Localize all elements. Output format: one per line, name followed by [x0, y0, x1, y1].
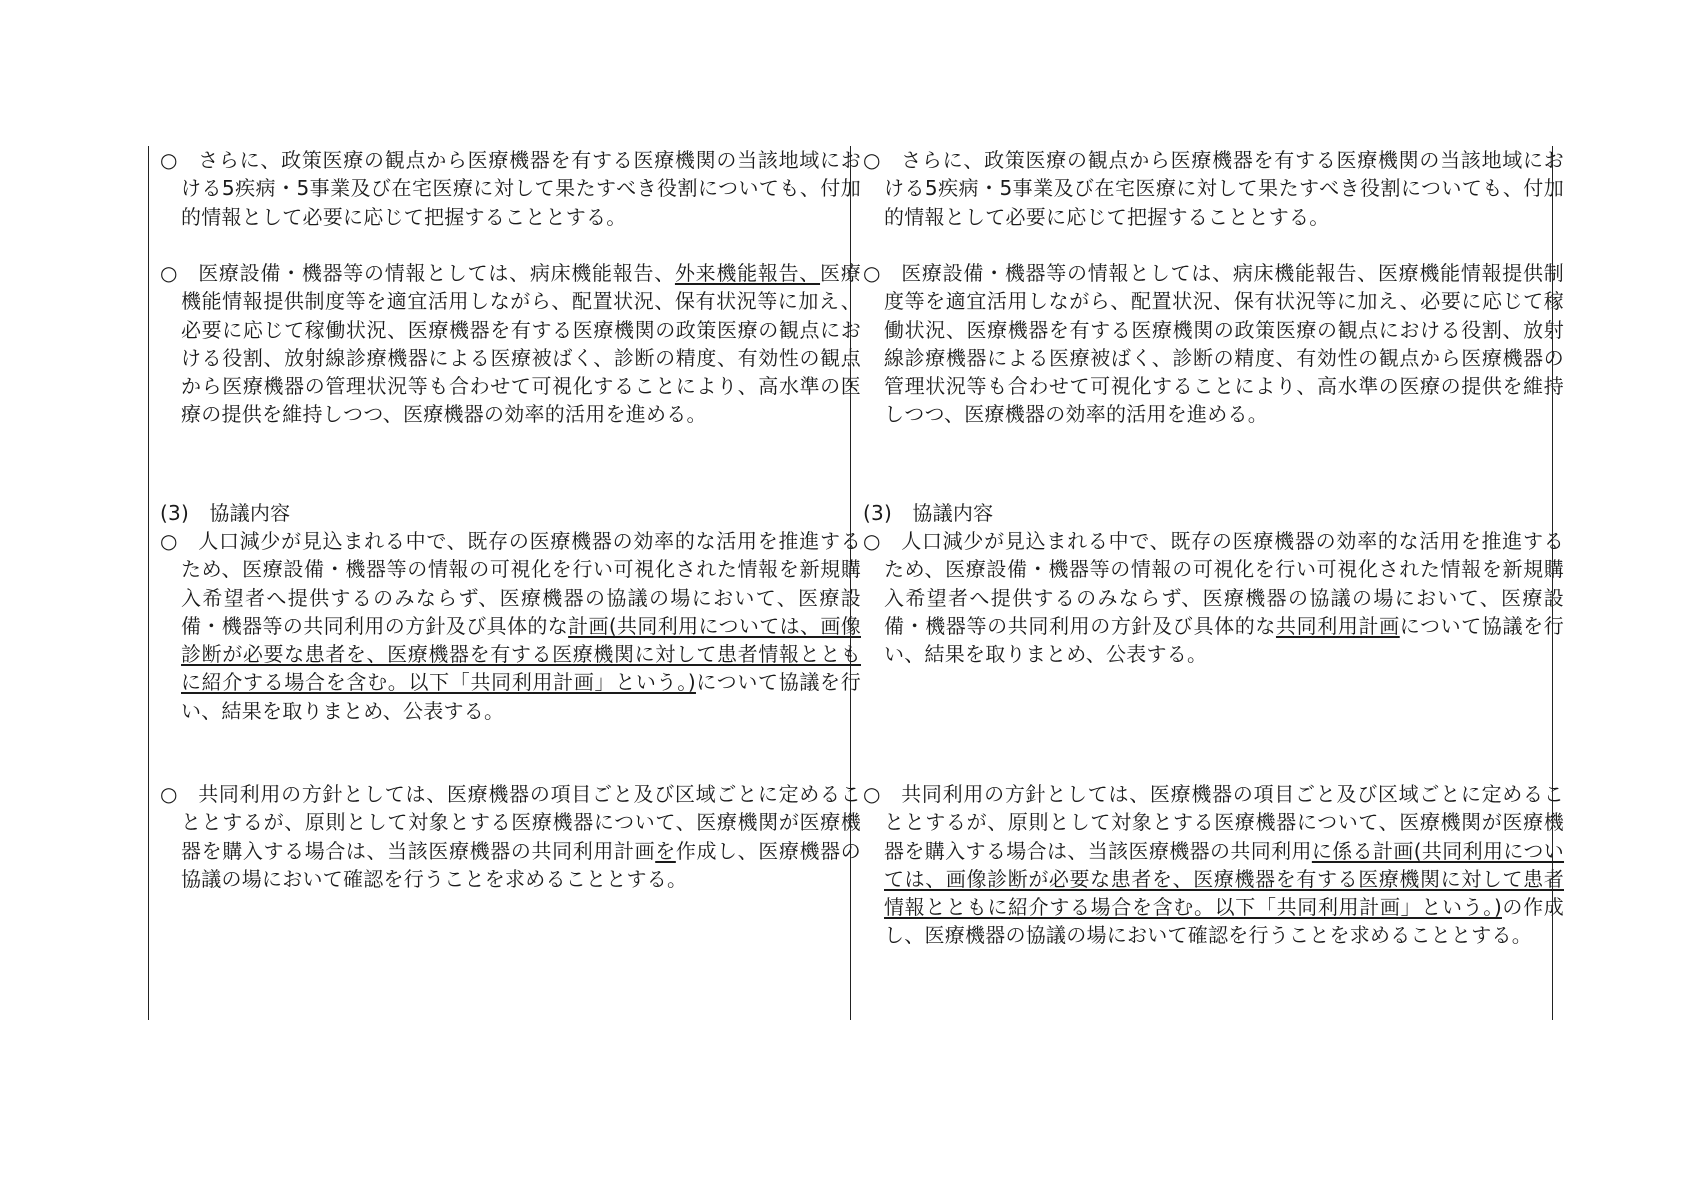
left-paragraph-3 [160, 527, 861, 725]
bullet-circle-icon: ○ [160, 782, 179, 806]
left-paragraph-2-underlined: 外来機能報告、 [674, 261, 821, 285]
left-paragraph-2-text-b: 医療機能情報提供制度等を適宜活用しながら、配置状況、保有状況等に加え、必要に応じて稼働状況、医療機器を有する医療機関の政策医療の観点における役割、放射線診療機器による医療被ばく、診断の精度、有効性の観点から医療機器の管理状況等も合わせて可視化することにより、高水準の医療の提供を維持しつつ、医療機器の効率的活用を進める。 [181, 261, 862, 427]
right-section-heading: (3) 協議内容 [863, 501, 994, 525]
right-paragraph-3 [863, 527, 1564, 668]
bullet-circle-icon: ○ [160, 529, 179, 553]
right-paragraph-3-text-a: 人口減少が見込まれる中で、既存の医療機器の効率的な活用を推進するため、医療設備・機器等の情報の可視化を行い可視化された情報を新規購入希望者へ提供するのみならず、医療機器の協議の場において、医療設備・機器等の共同利用の方針及び具体的な [884, 529, 1564, 638]
bullet-circle-icon: ○ [160, 148, 179, 172]
left-paragraph-1-text: さらに、政策医療の観点から医療機器を有する医療機関の当該地域における5疾病・5事業及び在宅医療に対して果たすべき役割についても、付加的情報として必要に応じて把握することとする。 [181, 148, 862, 229]
right-paragraph-2 [863, 259, 1564, 429]
left-paragraph-3-text-a: 人口減少が見込まれる中で、既存の医療機器の効率的な活用を推進するため、医療設備・機器等の情報の可視化を行い可視化された情報を新規購入希望者へ提供するのみならず、医療機器の協議の場において、医療設備・機器等の共同利用の方針及び具体的な [181, 529, 861, 638]
right-paragraph-2-text: 医療設備・機器等の情報としては、病床機能報告、医療機能情報提供制度等を適宜活用しながら、配置状況、保有状況等に加え、必要に応じて稼働状況、医療機器を有する医療機関の政策医療の観点における役割、放射線診療機器による医療被ばく、診断の精度、有効性の観点から医療機器の管理状況等も合わせて可視化することにより、高水準の医療の提供を維持しつつ、医療機器の効率的活用を進める。 [884, 261, 1565, 427]
left-paragraph-2-text-a: 医療設備・機器等の情報としては、病床機能報告、 [198, 261, 675, 285]
left-paragraph-3-underlined: 計画(共同利用については、画像診断が必要な患者を、医療機器を有する医療機関に対して患者情報とともに紹介する場合を含む。以下「共同利用計画」という。) [181, 613, 861, 695]
left-paragraph-4-underlined: を [655, 838, 676, 863]
left-paragraph-4-text-b: 作成し、医療機器の協議の場において確認を行うことを求めることとする。 [181, 838, 862, 891]
left-paragraph-1 [160, 146, 861, 231]
bullet-circle-icon: ○ [160, 261, 179, 285]
right-paragraph-3-underlined: 共同利用計画 [1275, 613, 1400, 638]
bullet-circle-icon: ○ [863, 148, 882, 172]
left-paragraph-4-text-a: 共同利用の方針としては、医療機器の項目ごと及び区域ごとに定めることとするが、原則として対象とする医療機器について、医療機関が医療機器を購入する場合は、当該医療機器の共同利用計画 [181, 782, 862, 863]
right-paragraph-4-text-a: 共同利用の方針としては、医療機器の項目ごと及び区域ごとに定めることとするが、原則として対象とする医療機器について、医療機関が医療機器を購入する場合は、当該医療機器の共同利用 [884, 782, 1565, 863]
right-paragraph-4-underlined: に係る計画(共同利用については、画像診断が必要な患者を、医療機器を有する医療機関に対して患者情報とともに紹介する場合を含む。以下「共同利用計画」という。) [884, 838, 1565, 920]
right-paragraph-4-text-b: の作成し、医療機器の協議の場において確認を行うことを求めることとする。 [884, 895, 1564, 948]
bullet-circle-icon: ○ [863, 261, 882, 285]
bullet-circle-icon: ○ [863, 782, 882, 806]
right-paragraph-3-text-b: について協議を行い、結果を取りまとめ、公表する。 [884, 613, 1565, 667]
left-paragraph-2 [160, 259, 861, 429]
left-paragraph-4 [160, 780, 861, 893]
left-paragraph-3-text-b: について協議を行い、結果を取りまとめ、公表する。 [181, 670, 861, 723]
right-paragraph-1-text: さらに、政策医療の観点から医療機器を有する医療機関の当該地域における5疾病・5事業及び在宅医療に対して果たすべき役割についても、付加的情報として必要に応じて把握することとする。 [884, 148, 1565, 229]
comparison-table [148, 146, 1565, 1020]
right-paragraph-1 [863, 146, 1564, 231]
left-section-heading: (3) 協議内容 [160, 501, 291, 525]
bullet-circle-icon: ○ [863, 529, 882, 553]
table-border-left [148, 146, 149, 1020]
right-paragraph-4 [863, 780, 1564, 950]
